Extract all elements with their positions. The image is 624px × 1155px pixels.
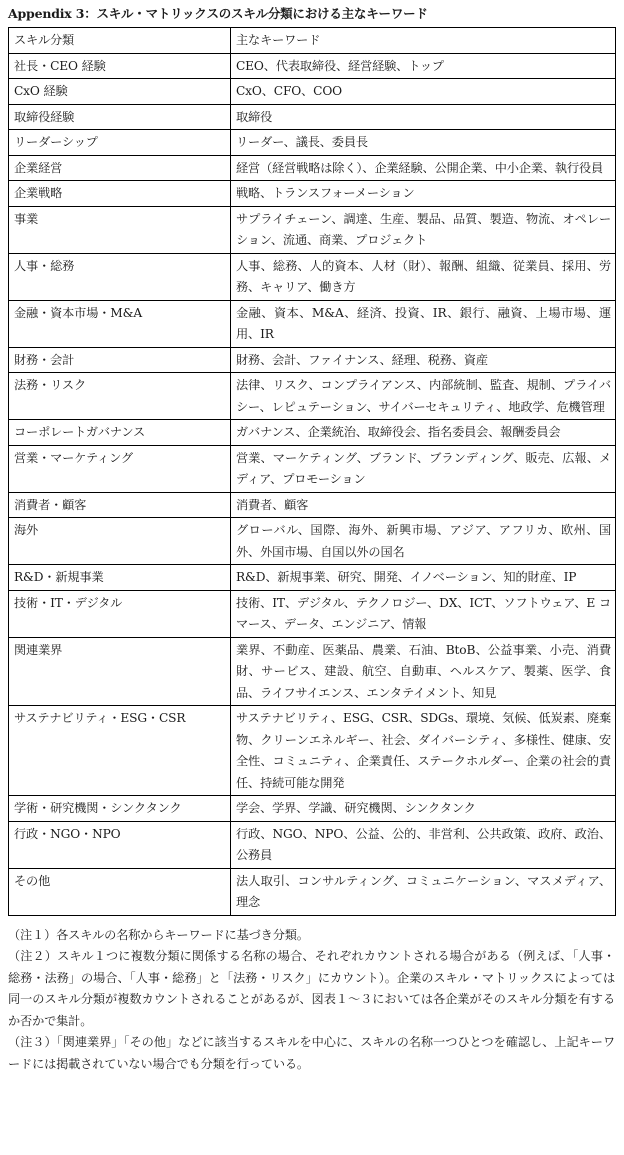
table-row — [9, 253, 616, 300]
table-row — [9, 706, 616, 796]
table-row — [9, 373, 616, 420]
keywords-cell: 消費者、顧客 — [231, 492, 616, 518]
skill-category-cell: 海外 — [9, 518, 231, 565]
table-row — [9, 420, 616, 446]
table-row — [9, 492, 616, 518]
table-header-row — [9, 28, 616, 54]
skill-category-cell: 学術・研究機関・シンクタンク — [9, 796, 231, 822]
skill-category-cell: 人事・総務 — [9, 253, 231, 300]
skill-category-cell: 消費者・顧客 — [9, 492, 231, 518]
skill-category-cell: 社長・CEO 経験 — [9, 53, 231, 79]
skill-category-cell: リーダーシップ — [9, 130, 231, 156]
skill-category-cell: 企業経営 — [9, 155, 231, 181]
skill-category-cell: コーポレートガバナンス — [9, 420, 231, 446]
keywords-cell: ガバナンス、企業統治、取締役会、指名委員会、報酬委員会 — [231, 420, 616, 446]
skill-keyword-table — [8, 27, 616, 916]
skill-category-cell: R&D・新規事業 — [9, 565, 231, 591]
keywords-cell: 業界、不動産、医薬品、農業、石油、BtoB、公益事業、小売、消費財、サービス、建設、航空、自動車、ヘルスケア、製薬、医学、食品、ライフサイエンス、エンタテイメント、知見 — [231, 637, 616, 706]
appendix-title: Appendix 3：スキル・マトリックスのスキル分類における主なキーワード — [8, 6, 428, 21]
keywords-cell: サステナビリティ、ESG、CSR、SDGs、環境、気候、低炭素、廃棄物、クリーンエネルギー、社会、ダイバーシティ、多様性、健康、安全性、コミュニティ、企業責任、ステークホルダー、企業の社会的責任、持続可能な開発 — [231, 706, 616, 796]
note-1: （注１）各スキルの名称からキーワードに基づき分類。 — [8, 927, 309, 942]
keywords-cell: リーダー、議長、委員長 — [231, 130, 616, 156]
keywords-cell: CxO、CFO、COO — [231, 79, 616, 105]
keywords-cell: 財務、会計、ファイナンス、経理、税務、資産 — [231, 347, 616, 373]
keywords-cell: 取締役 — [231, 104, 616, 130]
keywords-cell: R&D、新規事業、研究、開発、イノベーション、知的財産、IP — [231, 565, 616, 591]
table-row — [9, 637, 616, 706]
keywords-cell: 営業、マーケティング、ブランド、ブランディング、販売、広報、メディア、プロモーション — [231, 445, 616, 492]
table-row — [9, 79, 616, 105]
table-row — [9, 347, 616, 373]
skill-category-cell: 法務・リスク — [9, 373, 231, 420]
skill-category-cell: 技術・IT・デジタル — [9, 590, 231, 637]
keywords-cell: サプライチェーン、調達、生産、製品、品質、製造、物流、オペレーション、流通、商業、プロジェクト — [231, 206, 616, 253]
table-row — [9, 53, 616, 79]
skill-category-cell: 関連業界 — [9, 637, 231, 706]
skill-category-cell: 営業・マーケティング — [9, 445, 231, 492]
note-2: （注２）スキル１つに複数分類に関係する名称の場合、それぞれカウントされる場合がある（例えば、「人事・総務・法務」の場合、「人事・総務」と「法務・リスク」にカウント）。企業のスキル・マトリックスによっては同一のスキル分類が複数カウントされることがあるが、図表１～３においては各企業がそのスキル分類を有するか否かで集計。 — [8, 949, 615, 1028]
keywords-cell: CEO、代表取締役、経営経験、トップ — [231, 53, 616, 79]
table-notes — [8, 925, 615, 1076]
keywords-cell: 金融、資本、M&A、経済、投資、IR、銀行、融資、上場市場、運用、IR — [231, 300, 616, 347]
keywords-cell: 法人取引、コンサルティング、コミュニケーション、マスメディア、理念 — [231, 868, 616, 915]
skill-category-cell: 金融・資本市場・M&A — [9, 300, 231, 347]
keywords-cell: 行政、NGO、NPO、公益、公的、非営利、公共政策、政府、政治、公務員 — [231, 821, 616, 868]
table-row — [9, 821, 616, 868]
header-main-keywords: 主なキーワード — [231, 28, 616, 54]
skill-category-cell: CxO 経験 — [9, 79, 231, 105]
table-row — [9, 130, 616, 156]
table-row — [9, 181, 616, 207]
table-row — [9, 104, 616, 130]
table-row — [9, 206, 616, 253]
table-row — [9, 796, 616, 822]
table-row — [9, 565, 616, 591]
table-row — [9, 590, 616, 637]
skill-category-cell: サステナビリティ・ESG・CSR — [9, 706, 231, 796]
skill-category-cell: 財務・会計 — [9, 347, 231, 373]
keywords-cell: 戦略、トランスフォーメーション — [231, 181, 616, 207]
header-skill-category: スキル分類 — [9, 28, 231, 54]
skill-category-cell: 取締役経験 — [9, 104, 231, 130]
skill-category-cell: 事業 — [9, 206, 231, 253]
table-row — [9, 518, 616, 565]
skill-category-cell: その他 — [9, 868, 231, 915]
keywords-cell: 法律、リスク、コンプライアンス、内部統制、監査、規制、プライバシー、レピュテーション、サイバーセキュリティ、地政学、危機管理 — [231, 373, 616, 420]
table-row — [9, 445, 616, 492]
keywords-cell: 経営（経営戦略は除く）、企業経験、公開企業、中小企業、執行役員 — [231, 155, 616, 181]
keywords-cell: 人事、総務、人的資本、人材（財）、報酬、組織、従業員、採用、労務、キャリア、働き方 — [231, 253, 616, 300]
note-3: （注３）「関連業界」「その他」などに該当するスキルを中心に、スキルの名称一つひとつを確認し、上記キーワードには掲載されていない場合でも分類を行っている。 — [8, 1035, 615, 1071]
keywords-cell: 技術、IT、デジタル、テクノロジー、DX、ICT、ソフトウェア、E コマース、データ、エンジニア、情報 — [231, 590, 616, 637]
skill-category-cell: 企業戦略 — [9, 181, 231, 207]
table-row — [9, 155, 616, 181]
table-row — [9, 868, 616, 915]
keywords-cell: グローバル、国際、海外、新興市場、アジア、アフリカ、欧州、国外、外国市場、自国以外の国名 — [231, 518, 616, 565]
table-row — [9, 300, 616, 347]
keywords-cell: 学会、学界、学識、研究機関、シンクタンク — [231, 796, 616, 822]
skill-category-cell: 行政・NGO・NPO — [9, 821, 231, 868]
